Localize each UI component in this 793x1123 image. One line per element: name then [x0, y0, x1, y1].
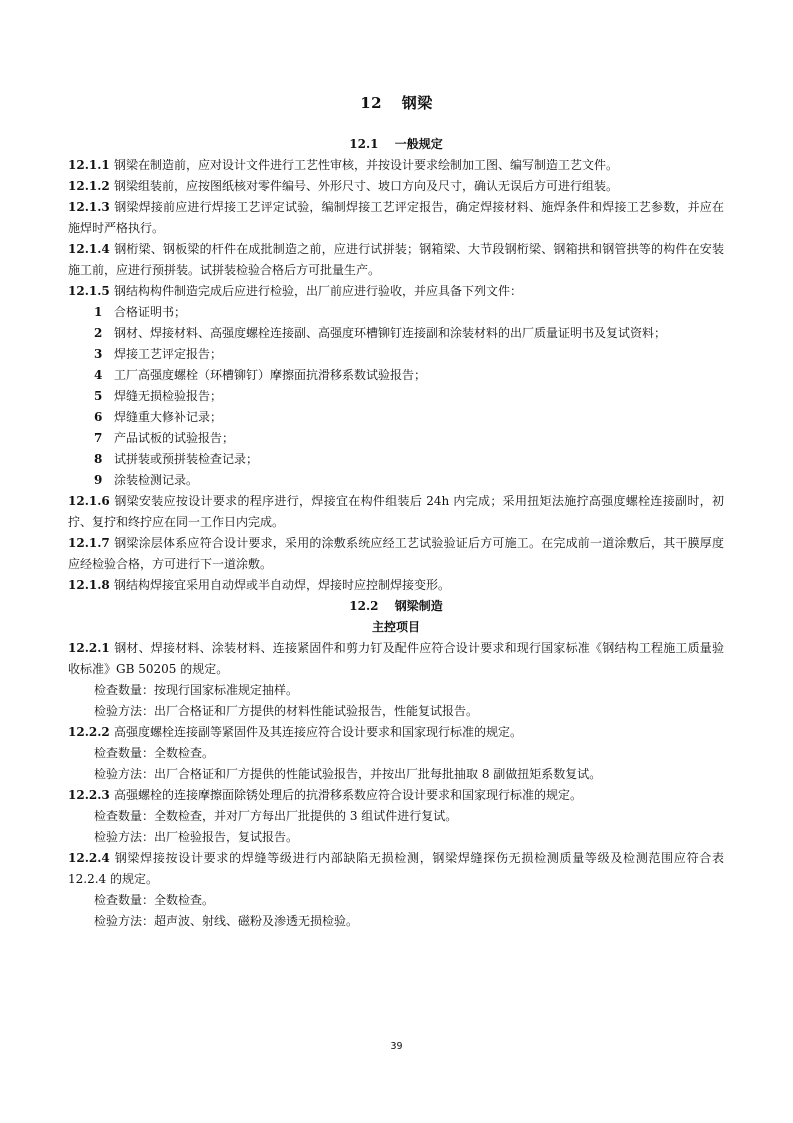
clause-number: 12.1.2: [68, 179, 110, 193]
list-item-number: 5: [94, 389, 103, 403]
list-item-number: 3: [94, 347, 103, 361]
list-item-text: 焊缝重大修补记录；: [114, 410, 223, 424]
clause-12-2-3: [68, 785, 724, 806]
list-item-text: 钢材、焊接材料、高强度螺栓连接副、高强度环槽铆钉连接副和涂装材料的出厂质量证明书及复试资料；: [114, 326, 667, 340]
list-item-text: 焊缝无损检验报告；: [114, 389, 223, 403]
list-item: [68, 407, 724, 428]
clause-12-1-3: [68, 197, 724, 239]
clause-text: 钢结构构件制造完成后应进行检验，出厂前应进行验收，并应具备下列文件：: [114, 284, 523, 298]
inspection-quantity: 检查数量：按现行国家标准规定抽样。: [94, 683, 299, 697]
clause-number: 12.1.7: [68, 536, 110, 550]
subheading-main-control-items: 主控项目: [371, 620, 420, 634]
inspection-method: 检验方法：出厂合格证和厂方提供的材料性能试验报告，性能复试报告。: [94, 704, 479, 718]
list-item-text: 产品试板的试验报告；: [114, 431, 235, 445]
clause-12-1-5: [68, 281, 724, 302]
clause-text: 钢梁焊接按设计要求的焊缝等级进行内部缺陷无损检测，钢梁焊缝探伤无损检测质量等级及检测范围应符合表 12.2.4 的规定。: [68, 851, 724, 886]
list-item: [68, 302, 724, 323]
clause-number: 12.1.4: [68, 242, 110, 256]
list-item: [68, 386, 724, 407]
list-item: [68, 449, 724, 470]
list-item-number: 7: [94, 431, 103, 445]
inspection-quantity: 检查数量：全数检查。: [94, 893, 215, 907]
clause-text: 钢梁安装应按设计要求的程序进行，焊接宜在构件组装后 24h 内完成；采用扭矩法施拧高强度螺栓连接副时，初拧、复拧和终拧应在同一工作日内完成。: [68, 494, 724, 529]
clause-12-1-2: [68, 176, 724, 197]
clause-text: 钢桁梁、钢板梁的杆件在成批制造之前，应进行试拼装；钢箱梁、大节段钢桁梁、钢箱拱和钢管拱等的构件在安装施工前，应进行预拼装。试拼装检验合格后方可批量生产。: [68, 242, 724, 277]
list-item-text: 涂装检测记录。: [114, 473, 199, 487]
section-number: 12.1: [349, 137, 379, 151]
inspection-method: 检验方法：出厂合格证和厂方提供的性能试验报告，并按出厂批每批抽取 8 副做扭矩系数复试。: [94, 767, 602, 781]
list-item-number: 9: [94, 473, 103, 487]
section-heading-12-1: [68, 134, 724, 155]
clause-text: 高强度螺栓连接副等紧固件及其连接应符合设计要求和国家现行标准的规定。: [114, 725, 523, 739]
list-item: [68, 344, 724, 365]
clause-12-2-4: [68, 848, 724, 890]
clause-number: 12.1.8: [68, 578, 110, 592]
list-item-text: 焊接工艺评定报告；: [114, 347, 223, 361]
clause-number: 12.1.5: [68, 284, 110, 298]
list-item: [68, 470, 724, 491]
section-number: 12.2: [349, 599, 379, 613]
clause-text: 钢梁组装前，应按图纸核对零件编号、外形尺寸、坡口方向及尺寸，确认无误后方可进行组装。: [114, 179, 619, 193]
chapter-number: 12: [360, 94, 383, 112]
page-number: 39: [390, 1041, 403, 1052]
clause-text: 钢结构焊接宜采用自动焊或半自动焊，焊接时应控制焊接变形。: [114, 578, 451, 592]
clause-12-1-7: [68, 533, 724, 575]
clause-number: 12.2.1: [68, 641, 110, 655]
chapter-name: 钢梁: [401, 94, 433, 112]
inspection-quantity: 检查数量：全数检查。: [94, 746, 215, 760]
list-item: [68, 428, 724, 449]
clause-12-2-1: [68, 638, 724, 680]
list-item-text: 试拼装或预拼装检查记录；: [114, 452, 259, 466]
clause-text: 钢材、焊接材料、涂装材料、连接紧固件和剪力钉及配件应符合设计要求和现行国家标准《钢结构工程施工质量验收标准》GB 50205 的规定。: [68, 641, 724, 676]
clause-number: 12.1.1: [68, 158, 110, 172]
clause-text: 钢梁焊接前应进行焊接工艺评定试验，编制焊接工艺评定报告，确定焊接材料、施焊条件和焊接工艺参数，并应在施焊时严格执行。: [68, 200, 724, 235]
list-item-number: 4: [94, 368, 103, 382]
clause-text: 钢梁涂层体系应符合设计要求，采用的涂敷系统应经工艺试验验证后方可施工。在完成前一道涂敷后，其干膜厚度应经检验合格，方可进行下一道涂敷。: [68, 536, 724, 571]
chapter-title: [0, 92, 793, 113]
list-item-number: 1: [94, 305, 103, 319]
section-heading-12-2: [68, 596, 724, 617]
list-item-number: 6: [94, 410, 103, 424]
inspection-quantity: 检查数量：全数检查，并对厂方每出厂批提供的 3 组试件进行复试。: [94, 809, 458, 823]
inspection-method: 检验方法：超声波、射线、磁粉及渗透无损检验。: [94, 914, 359, 928]
clause-text: 高强螺栓的连接摩擦面除锈处理后的抗滑移系数应符合设计要求和国家现行标准的规定。: [114, 788, 583, 802]
clause-number: 12.1.6: [68, 494, 110, 508]
clause-text: 钢梁在制造前，应对设计文件进行工艺性审核，并按设计要求绘制加工图、编写制造工艺文件。: [114, 158, 619, 172]
list-item: [68, 323, 724, 344]
clause-number: 12.2.2: [68, 725, 110, 739]
clause-12-1-4: [68, 239, 724, 281]
list-item-text: 合格证明书；: [114, 305, 187, 319]
list-item-number: 2: [94, 326, 103, 340]
list-item: [68, 365, 724, 386]
clause-12-2-2: [68, 722, 724, 743]
section-title: 钢梁制造: [394, 599, 443, 613]
clause-number: 12.2.3: [68, 788, 110, 802]
section-title: 一般规定: [394, 137, 443, 151]
clause-number: 12.2.4: [68, 851, 110, 865]
clause-12-1-8: [68, 575, 724, 596]
list-item-text: 工厂高强度螺栓（环槽铆钉）摩擦面抗滑移系数试验报告；: [114, 368, 427, 382]
inspection-method: 检验方法：出厂检验报告，复试报告。: [94, 830, 299, 844]
document-body: [68, 134, 724, 932]
clause-12-1-6: [68, 491, 724, 533]
clause-12-1-1: [68, 155, 724, 176]
clause-number: 12.1.3: [68, 200, 110, 214]
list-item-number: 8: [94, 452, 103, 466]
